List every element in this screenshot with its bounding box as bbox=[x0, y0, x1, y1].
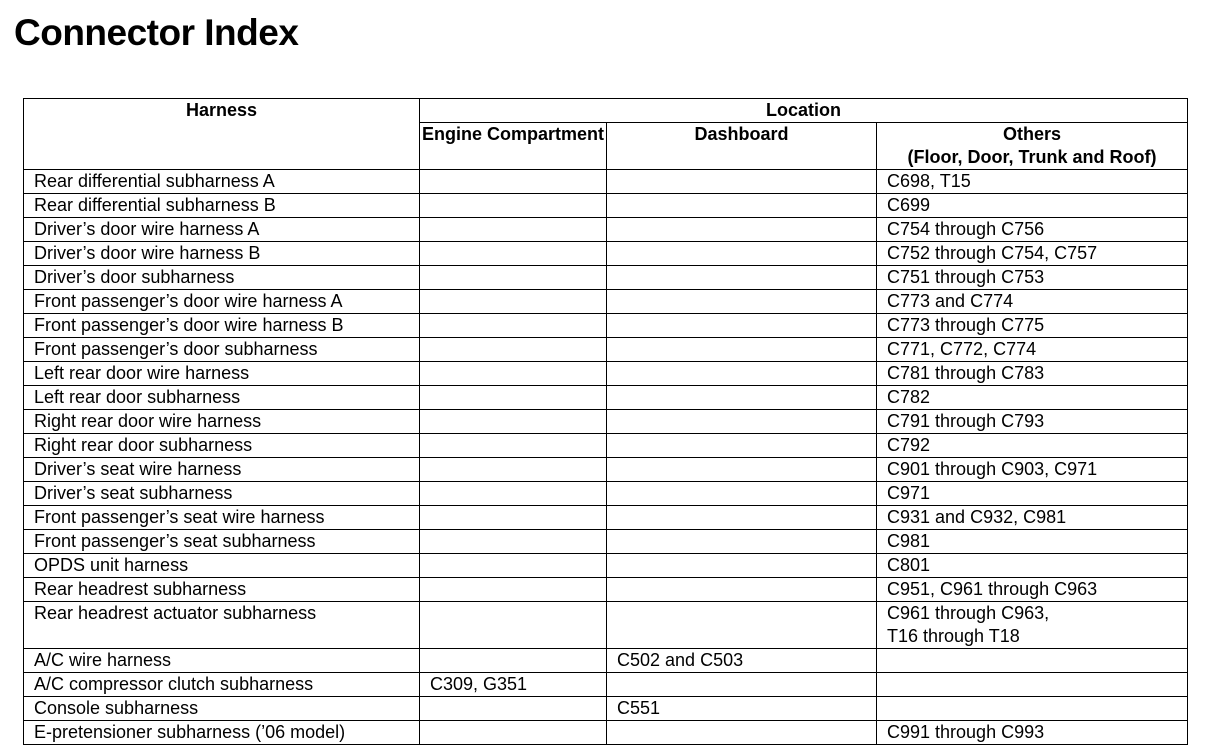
engine-compartment-cell bbox=[420, 386, 607, 410]
engine-compartment-cell bbox=[420, 721, 607, 745]
engine-compartment-cell bbox=[420, 602, 607, 649]
others-cell-line: C791 through C793 bbox=[887, 411, 1045, 431]
engine-compartment-cell bbox=[420, 242, 607, 266]
others-cell bbox=[877, 410, 1188, 434]
harness-column-header: Harness bbox=[24, 99, 420, 170]
engine-compartment-cell bbox=[420, 506, 607, 530]
engine-compartment-cell bbox=[420, 458, 607, 482]
table-header bbox=[24, 99, 1188, 170]
dashboard-cell bbox=[607, 266, 877, 290]
others-cell bbox=[877, 578, 1188, 602]
harness-cell: Right rear door wire harness bbox=[24, 410, 420, 434]
table-row bbox=[24, 314, 1188, 338]
others-header-sublabel: (Floor, Door, Trunk and Roof) bbox=[907, 147, 1157, 167]
table-row bbox=[24, 266, 1188, 290]
dashboard-cell bbox=[607, 386, 877, 410]
others-cell-line: T16 through T18 bbox=[887, 626, 1020, 646]
others-cell bbox=[877, 362, 1188, 386]
engine-compartment-cell bbox=[420, 578, 607, 602]
dashboard-cell bbox=[607, 434, 877, 458]
others-header-label: Others bbox=[1002, 124, 1062, 144]
others-cell-line: C792 bbox=[887, 435, 931, 455]
table-row bbox=[24, 721, 1188, 745]
engine-compartment-cell bbox=[420, 314, 607, 338]
table-row bbox=[24, 506, 1188, 530]
engine-compartment-cell bbox=[420, 697, 607, 721]
connector-index-table-wrap bbox=[23, 98, 1187, 745]
dashboard-column-header: Dashboard bbox=[607, 123, 877, 170]
harness-cell: Driver’s seat subharness bbox=[24, 482, 420, 506]
engine-compartment-cell: C309, G351 bbox=[420, 673, 607, 697]
others-cell bbox=[877, 170, 1188, 194]
others-cell bbox=[877, 649, 1188, 673]
others-cell bbox=[877, 218, 1188, 242]
engine-compartment-cell bbox=[420, 649, 607, 673]
table-row bbox=[24, 338, 1188, 362]
table-row bbox=[24, 697, 1188, 721]
harness-cell: Rear headrest subharness bbox=[24, 578, 420, 602]
others-cell-line: C991 through C993 bbox=[887, 722, 1045, 742]
engine-compartment-cell bbox=[420, 194, 607, 218]
table-row bbox=[24, 218, 1188, 242]
table-row bbox=[24, 482, 1188, 506]
dashboard-cell bbox=[607, 482, 877, 506]
harness-cell: Rear differential subharness B bbox=[24, 194, 420, 218]
harness-cell: Right rear door subharness bbox=[24, 434, 420, 458]
dashboard-cell bbox=[607, 170, 877, 194]
dashboard-cell bbox=[607, 578, 877, 602]
others-cell-line: C751 through C753 bbox=[887, 267, 1045, 287]
harness-cell: Front passenger’s door wire harness B bbox=[24, 314, 420, 338]
table-row bbox=[24, 410, 1188, 434]
harness-cell: A/C wire harness bbox=[24, 649, 420, 673]
dashboard-cell bbox=[607, 242, 877, 266]
others-cell bbox=[877, 242, 1188, 266]
harness-cell: Console subharness bbox=[24, 697, 420, 721]
others-cell-line: C782 bbox=[887, 387, 931, 407]
others-cell-line: C773 and C774 bbox=[887, 291, 1014, 311]
engine-compartment-cell bbox=[420, 338, 607, 362]
dashboard-cell bbox=[607, 458, 877, 482]
harness-cell: A/C compressor clutch subharness bbox=[24, 673, 420, 697]
others-cell bbox=[877, 554, 1188, 578]
others-cell bbox=[877, 314, 1188, 338]
harness-cell: E-pretensioner subharness (’06 model) bbox=[24, 721, 420, 745]
others-cell bbox=[877, 338, 1188, 362]
harness-cell: Rear differential subharness A bbox=[24, 170, 420, 194]
others-cell bbox=[877, 386, 1188, 410]
engine-compartment-cell bbox=[420, 530, 607, 554]
table-row bbox=[24, 673, 1188, 697]
table-row bbox=[24, 170, 1188, 194]
others-cell bbox=[877, 290, 1188, 314]
table-row bbox=[24, 386, 1188, 410]
others-cell-line: C781 through C783 bbox=[887, 363, 1045, 383]
others-cell bbox=[877, 506, 1188, 530]
dashboard-cell bbox=[607, 506, 877, 530]
others-cell-line: C901 through C903, C971 bbox=[887, 459, 1098, 479]
others-cell-line: C754 through C756 bbox=[887, 219, 1045, 239]
harness-cell: Driver’s door wire harness B bbox=[24, 242, 420, 266]
table-row bbox=[24, 602, 1188, 649]
dashboard-cell bbox=[607, 530, 877, 554]
connector-index-table bbox=[23, 98, 1188, 745]
harness-cell: OPDS unit harness bbox=[24, 554, 420, 578]
others-cell bbox=[877, 458, 1188, 482]
harness-cell: Front passenger’s seat wire harness bbox=[24, 506, 420, 530]
table-row bbox=[24, 194, 1188, 218]
dashboard-cell: C502 and C503 bbox=[607, 649, 877, 673]
engine-compartment-cell bbox=[420, 410, 607, 434]
engine-compartment-cell bbox=[420, 554, 607, 578]
others-cell-line: C698, T15 bbox=[887, 171, 971, 191]
page-title: Connector Index bbox=[14, 12, 299, 53]
others-cell bbox=[877, 673, 1188, 697]
others-cell-line: C961 through C963, bbox=[887, 603, 1050, 623]
engine-compartment-cell bbox=[420, 266, 607, 290]
dashboard-cell bbox=[607, 194, 877, 218]
table-row bbox=[24, 434, 1188, 458]
dashboard-cell: C551 bbox=[607, 697, 877, 721]
engine-compartment-cell bbox=[420, 362, 607, 386]
others-cell-line: C931 and C932, C981 bbox=[887, 507, 1067, 527]
harness-cell: Left rear door wire harness bbox=[24, 362, 420, 386]
table-row bbox=[24, 530, 1188, 554]
engine-compartment-cell bbox=[420, 482, 607, 506]
dashboard-cell bbox=[607, 218, 877, 242]
dashboard-cell bbox=[607, 554, 877, 578]
others-cell-line: C951, C961 through C963 bbox=[887, 579, 1098, 599]
others-cell-line: C752 through C754, C757 bbox=[887, 243, 1098, 263]
others-cell-line: C981 bbox=[887, 531, 931, 551]
dashboard-cell bbox=[607, 362, 877, 386]
engine-compartment-cell bbox=[420, 170, 607, 194]
table-row bbox=[24, 649, 1188, 673]
table-body bbox=[24, 170, 1188, 745]
dashboard-cell bbox=[607, 673, 877, 697]
harness-cell: Left rear door subharness bbox=[24, 386, 420, 410]
harness-cell: Driver’s seat wire harness bbox=[24, 458, 420, 482]
table-row bbox=[24, 242, 1188, 266]
dashboard-cell bbox=[607, 410, 877, 434]
dashboard-cell bbox=[607, 338, 877, 362]
engine-compartment-cell bbox=[420, 218, 607, 242]
others-column-header bbox=[877, 123, 1188, 170]
engine-compartment-cell bbox=[420, 290, 607, 314]
harness-cell: Driver’s door subharness bbox=[24, 266, 420, 290]
table-row bbox=[24, 578, 1188, 602]
table-row bbox=[24, 362, 1188, 386]
dashboard-cell bbox=[607, 290, 877, 314]
others-cell bbox=[877, 530, 1188, 554]
table-row bbox=[24, 458, 1188, 482]
others-cell-line: C801 bbox=[887, 555, 931, 575]
engine-compartment-cell bbox=[420, 434, 607, 458]
engine-compartment-column-header: Engine Compartment bbox=[420, 123, 607, 170]
table-row bbox=[24, 554, 1188, 578]
harness-cell: Rear headrest actuator subharness bbox=[24, 602, 420, 649]
others-cell-line: C773 through C775 bbox=[887, 315, 1045, 335]
harness-cell: Front passenger’s seat subharness bbox=[24, 530, 420, 554]
harness-cell: Front passenger’s door subharness bbox=[24, 338, 420, 362]
others-cell bbox=[877, 194, 1188, 218]
location-column-header: Location bbox=[420, 99, 1188, 123]
others-cell bbox=[877, 697, 1188, 721]
dashboard-cell bbox=[607, 314, 877, 338]
harness-cell: Driver’s door wire harness A bbox=[24, 218, 420, 242]
others-cell-line: C971 bbox=[887, 483, 931, 503]
dashboard-cell bbox=[607, 721, 877, 745]
harness-cell: Front passenger’s door wire harness A bbox=[24, 290, 420, 314]
others-cell bbox=[877, 266, 1188, 290]
others-cell bbox=[877, 602, 1188, 649]
table-row bbox=[24, 290, 1188, 314]
others-cell bbox=[877, 721, 1188, 745]
others-cell-line: C771, C772, C774 bbox=[887, 339, 1037, 359]
others-cell bbox=[877, 482, 1188, 506]
others-cell-line: C699 bbox=[887, 195, 931, 215]
others-cell bbox=[877, 434, 1188, 458]
dashboard-cell bbox=[607, 602, 877, 649]
